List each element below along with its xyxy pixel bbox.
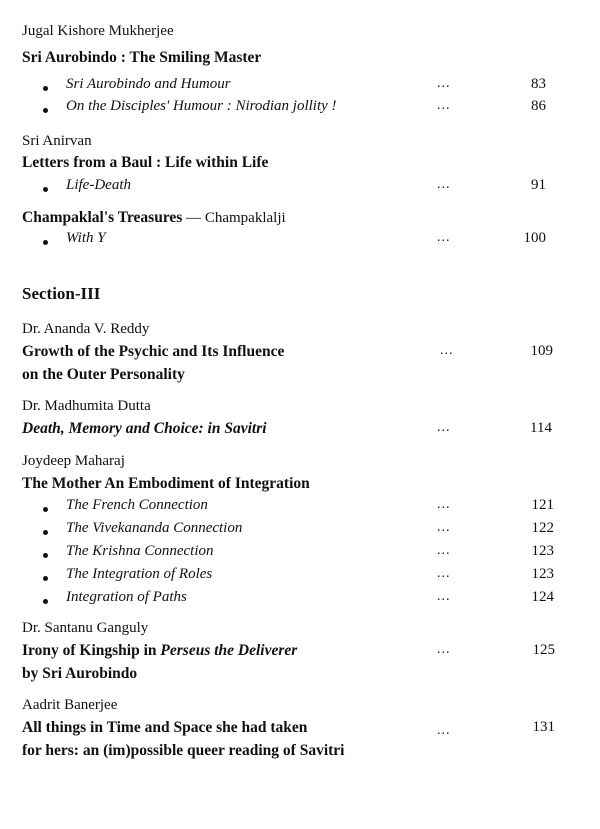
toc-item[interactable] [0, 520, 600, 544]
toc-item-label: Sri Aurobindo and Humour [66, 76, 231, 92]
page-number: 83 [531, 76, 546, 92]
title-text: Champaklal's Treasures [22, 209, 183, 226]
bullet-icon [43, 86, 48, 91]
dot-leader: ... [437, 420, 451, 435]
entry-author: Joydeep Maharaj [22, 453, 125, 469]
dot-leader: ... [437, 230, 451, 245]
dot-leader: ... [437, 76, 451, 91]
page-number: 123 [531, 566, 554, 582]
page-number: 114 [530, 420, 552, 436]
bullet-icon [43, 599, 48, 604]
title-text: Irony of Kingship in [22, 642, 161, 659]
toc-item-label: The Krishna Connection [66, 543, 214, 559]
page-number: 125 [532, 642, 555, 658]
dot-leader: ... [437, 177, 451, 192]
dot-leader: ... [437, 642, 451, 657]
entry-title: Sri Aurobindo : The Smiling Master [22, 49, 262, 66]
toc-item[interactable] [0, 76, 600, 100]
entry-title: on the Outer Personality [22, 366, 185, 383]
page-number: 122 [531, 520, 554, 536]
toc-item-label: On the Disciples' Humour : Nirodian jollity ! [66, 98, 337, 114]
bullet-icon [43, 187, 48, 192]
page-number: 123 [531, 543, 554, 559]
bullet-icon [43, 553, 48, 558]
title-separator: — [182, 210, 205, 226]
toc-item-label: Integration of Paths [66, 589, 187, 605]
title-italic-text: Perseus the Deliverer [160, 642, 298, 659]
entry-title: for hers: an (im)possible queer reading of Savitri [22, 742, 345, 759]
toc-item-label: The Vivekananda Connection [66, 520, 243, 536]
toc-item[interactable] [0, 589, 600, 613]
toc-item[interactable] [0, 98, 600, 122]
page-number: 131 [532, 719, 555, 735]
toc-item[interactable] [0, 497, 600, 521]
dot-leader: ... [437, 589, 451, 604]
bullet-icon [43, 507, 48, 512]
entry-title: The Mother An Embodiment of Integration [22, 475, 310, 492]
entry-title: All things in Time and Space she had taken [22, 719, 308, 736]
dot-leader: ... [437, 543, 451, 558]
toc-item-label: Life-Death [66, 177, 131, 193]
page-number: 100 [523, 230, 546, 246]
bullet-icon [43, 576, 48, 581]
toc-item-label: With Y [66, 230, 106, 246]
toc-item[interactable] [0, 177, 600, 201]
entry-author: Dr. Santanu Ganguly [22, 620, 149, 636]
entry-author: Jugal Kishore Mukherjee [22, 23, 174, 39]
bullet-icon [43, 240, 48, 245]
entry-title: Letters from a Baul : Life within Life [22, 154, 269, 171]
entry-author: Dr. Ananda V. Reddy [22, 321, 150, 337]
bullet-icon [43, 108, 48, 113]
entry-author: Aadrit Banerjee [22, 697, 118, 713]
dot-leader: ... [437, 520, 451, 535]
bullet-icon [43, 530, 48, 535]
page-number: 109 [530, 343, 553, 359]
entry-title: by Sri Aurobindo [22, 665, 138, 682]
entry-author: Champaklalji [204, 210, 286, 226]
entry-title: Death, Memory and Choice: in Savitri [22, 420, 267, 437]
toc-item[interactable] [0, 543, 600, 567]
dot-leader: ... [440, 343, 454, 358]
dot-leader: ... [437, 566, 451, 581]
toc-item[interactable] [0, 230, 600, 254]
section-heading: Section-III [22, 284, 101, 303]
page-number: 86 [531, 98, 546, 114]
dot-leader: ... [437, 98, 451, 113]
page-number: 124 [531, 589, 554, 605]
toc-item-label: The French Connection [66, 497, 208, 513]
toc-item[interactable] [0, 566, 600, 590]
page-number: 121 [531, 497, 554, 513]
entry-author: Sri Anirvan [22, 133, 92, 149]
page-number: 91 [531, 177, 546, 193]
entry-title: Growth of the Psychic and Its Influence [22, 343, 285, 360]
dot-leader: ... [437, 497, 451, 512]
dot-leader: ... [437, 723, 451, 738]
entry-author: Dr. Madhumita Dutta [22, 398, 151, 414]
toc-item-label: The Integration of Roles [66, 566, 213, 582]
